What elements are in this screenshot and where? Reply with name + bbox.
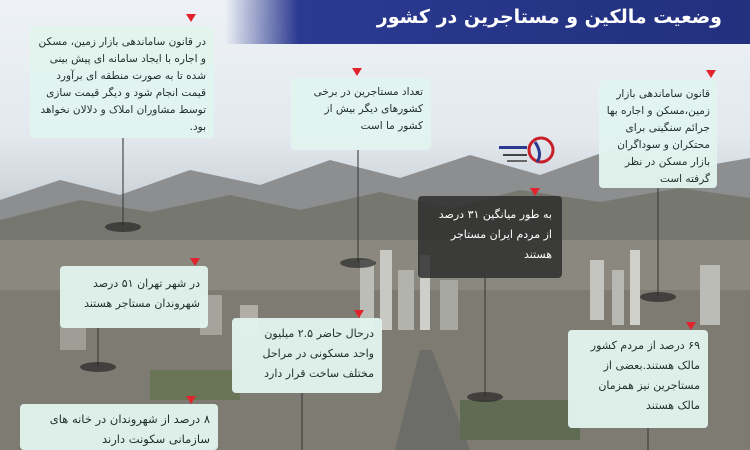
- card-pole: [657, 188, 659, 296]
- info-card-org-8: ۸ درصد از شهروندان در خانه های سازمانی سکونت دارند: [20, 404, 218, 450]
- card-pole: [97, 328, 99, 366]
- card-pole: [484, 278, 486, 396]
- card-base: [105, 222, 141, 232]
- news-agency-logo-icon: [493, 132, 563, 180]
- marker-triangle: [352, 68, 362, 76]
- info-card-units-2-5m: درحال حاضر ۲.۵ میلیون واحد مسکونی در مراحل مختلف ساخت قرار دارد: [232, 318, 382, 393]
- marker-triangle: [186, 14, 196, 22]
- info-card-avg-31: به طور میانگین ۳۱ درصد از مردم ایران مستاجر هستند: [418, 196, 562, 278]
- page-title: وضعیت مالکین و مستاجرین در کشور: [376, 6, 722, 28]
- card-base: [340, 258, 376, 268]
- card-pole: [122, 138, 124, 226]
- card-base: [640, 292, 676, 302]
- card-pole: [301, 393, 303, 450]
- info-card-owners-69: ۶۹ درصد از مردم کشور مالک هستند.بعضی از مستاجرین نیز همزمان مالک هستند: [568, 330, 708, 428]
- marker-triangle: [190, 258, 200, 266]
- info-card-law-pricing: در قانون ساماندهی بازار زمین، مسکن و اجاره با ایجاد سامانه ای پیش بینی شده تا به صورت منطقه ای برآورد قیمت انجام شود و دیگر قیمت سازی توسط مشاوران املاک و دلالان نخواهد بود.: [30, 26, 214, 138]
- card-base: [80, 362, 116, 372]
- marker-triangle: [530, 188, 540, 196]
- card-pole: [647, 428, 649, 450]
- marker-triangle: [686, 322, 696, 330]
- card-base: [467, 392, 503, 402]
- info-card-law-penalty: قانون ساماندهی بازار زمین،مسکن و اجاره بها جرائم سنگینی برای محتکران و سوداگران بازار مسکن در نظر گرفته است: [599, 80, 717, 188]
- card-pole: [357, 150, 359, 262]
- marker-triangle: [354, 310, 364, 318]
- info-card-tehran-51: در شهر تهران ۵۱ درصد شهروندان مستاجر هستند: [60, 266, 208, 328]
- info-card-tenants-count: تعداد مستاجرین در برخی کشورهای دیگر بیش از کشور ما است: [291, 78, 431, 150]
- marker-triangle: [706, 70, 716, 78]
- title-bar: [225, 0, 750, 44]
- marker-triangle: [186, 396, 196, 404]
